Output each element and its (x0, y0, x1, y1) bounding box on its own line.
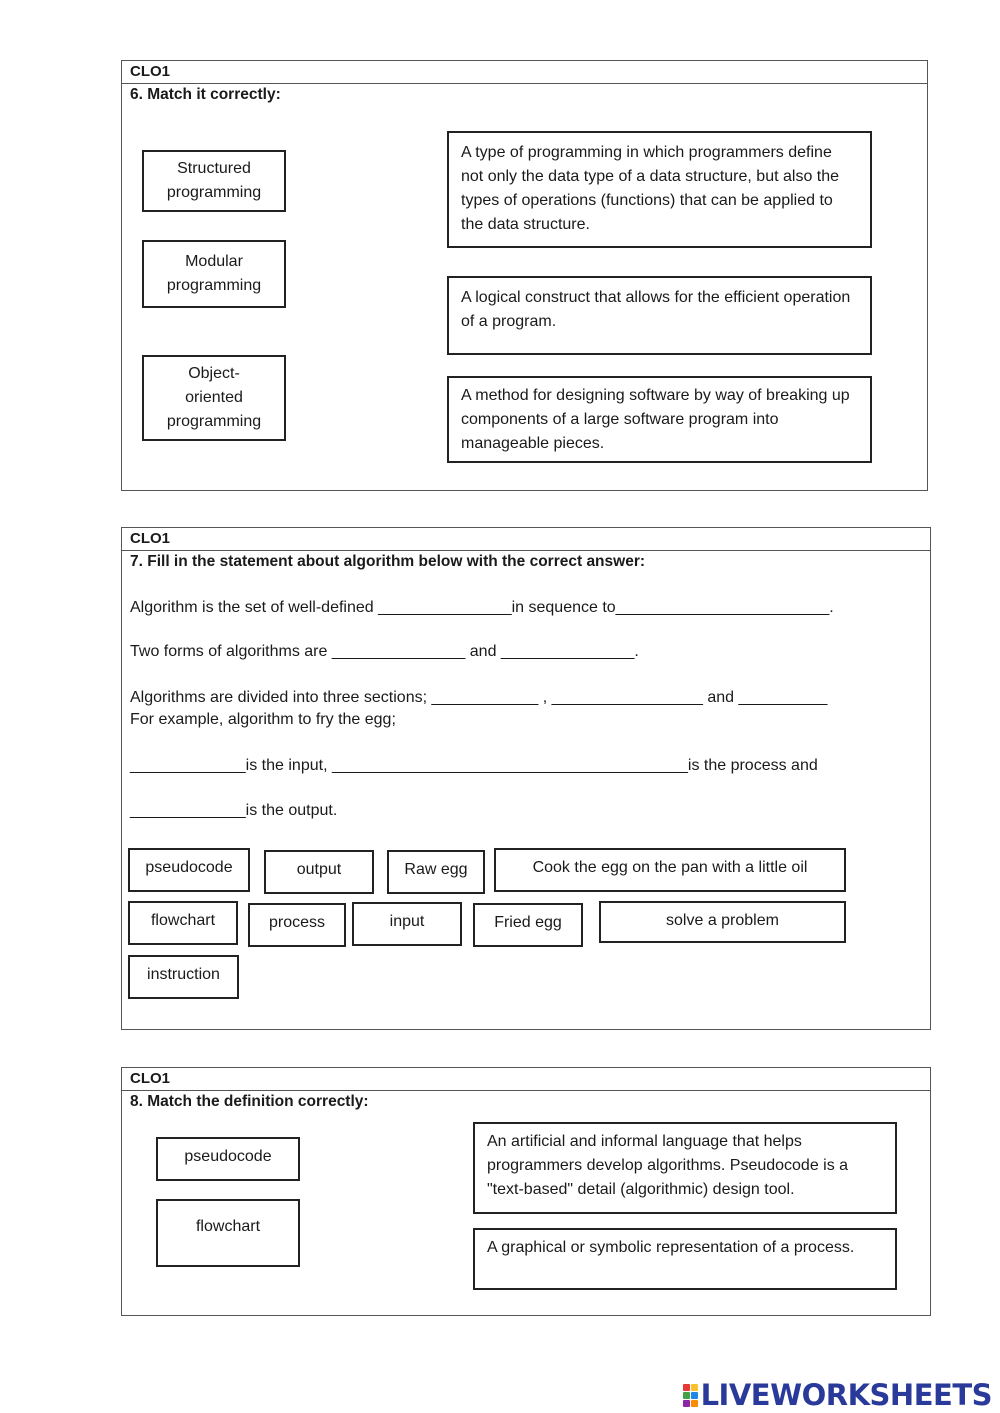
question-7-section (121, 527, 931, 1030)
logo-square (683, 1384, 690, 1391)
definition-box-2[interactable] (473, 1228, 897, 1290)
answer-option-output[interactable]: output (264, 850, 374, 894)
liveworksheets-logo (683, 1378, 992, 1412)
term-box-pseudocode[interactable]: pseudocode (156, 1137, 300, 1181)
statement-line-3: Algorithms are divided into three sections; ____________ , _________________ and __________ (130, 689, 828, 706)
definition-text: A type of programming in which programmers define not only the data type of a data structure, but also the types of operations (functions) that can be applied to the data structure. (461, 144, 840, 233)
definition-text: An artificial and informal language that helps programmers develop algorithms. Pseudocode is a "text-based" detail (algorithmic) design tool. (487, 1133, 849, 1198)
question-title: 8. Match the definition correctly: (130, 1093, 369, 1110)
definition-text: A graphical or symbolic representation of a process. (487, 1239, 855, 1256)
logo-square (691, 1392, 698, 1399)
clo-label: CLO1 (122, 1068, 930, 1091)
logo-square (691, 1384, 698, 1391)
question-title: 6. Match it correctly: (130, 86, 281, 103)
term-box-structured-programming[interactable] (142, 150, 286, 212)
logo-mark-icon (683, 1384, 698, 1407)
logo-text: LIVEWORKSHEETS (700, 1378, 992, 1412)
term-label: Object-oriented programming (166, 365, 262, 430)
term-box-flowchart[interactable]: flowchart (156, 1199, 300, 1267)
term-box-modular-programming[interactable] (142, 240, 286, 308)
statement-line-4: For example, algorithm to fry the egg; (130, 711, 396, 728)
answer-option-process[interactable]: process (248, 903, 346, 947)
definition-box-1[interactable] (447, 131, 872, 248)
logo-square (683, 1400, 690, 1407)
definition-text: A method for designing software by way of breaking up components of a large software program into manageable pieces. (461, 387, 850, 452)
logo-square (691, 1400, 698, 1407)
answer-option-raw-egg[interactable]: Raw egg (387, 850, 485, 894)
term-label: Structured programming (166, 160, 262, 201)
term-box-object-oriented-programming[interactable] (142, 355, 286, 441)
answer-option-instruction[interactable]: instruction (128, 955, 239, 999)
question-6-section (121, 60, 928, 491)
term-label: Modular programming (166, 253, 262, 294)
question-title: 7. Fill in the statement about algorithm below with the correct answer: (130, 553, 646, 570)
answer-option-input[interactable]: input (352, 902, 462, 946)
statement-line-1: Algorithm is the set of well-defined _______________in sequence to________________________. (130, 599, 834, 616)
clo-label: CLO1 (122, 528, 930, 551)
logo-square (683, 1392, 690, 1399)
statement-line-2: Two forms of algorithms are _______________ and _______________. (130, 643, 639, 660)
answer-option-flowchart[interactable]: flowchart (128, 901, 238, 945)
definition-text: A logical construct that allows for the efficient operation of a program. (461, 289, 851, 330)
definition-box-1[interactable] (473, 1122, 897, 1214)
answer-option-cook-the-egg[interactable]: Cook the egg on the pan with a little oil (494, 848, 846, 892)
definition-box-3[interactable] (447, 376, 872, 463)
statement-line-6: _____________is the output. (130, 802, 338, 819)
answer-option-fried-egg[interactable]: Fried egg (473, 903, 583, 947)
definition-box-2[interactable] (447, 276, 872, 355)
answer-option-solve-a-problem[interactable]: solve a problem (599, 901, 846, 943)
statement-line-5: _____________is the input, ________________________________________is the process and (130, 757, 818, 774)
answer-option-pseudocode[interactable]: pseudocode (128, 848, 250, 892)
question-8-section (121, 1067, 931, 1316)
clo-label: CLO1 (122, 61, 927, 84)
